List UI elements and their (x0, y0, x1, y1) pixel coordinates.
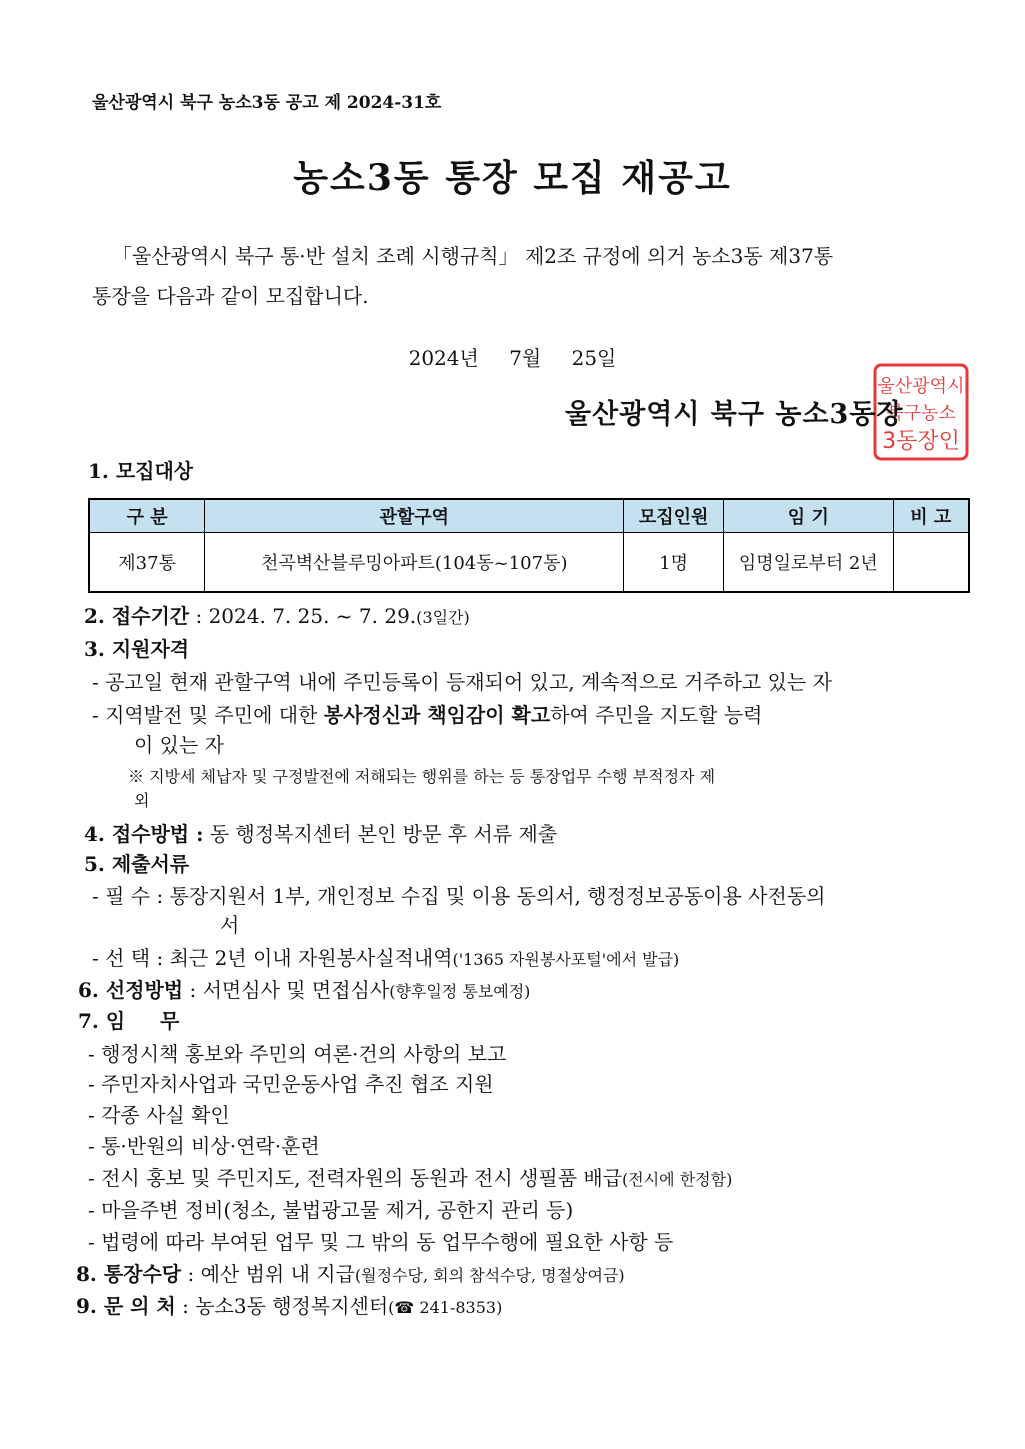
section5-optional (92, 942, 679, 971)
section3-item-2-bold: 봉사정신과 책임감이 확고 (323, 703, 551, 727)
page-title: 농소3동 통장 모집 재공고 (293, 157, 732, 199)
section3-heading: 3. 지원자격 (84, 637, 190, 661)
date-month: 7월 (509, 346, 542, 370)
section6-value: : 서면심사 및 면접심사 (183, 978, 390, 1002)
seal-text-3: 3동장인 (882, 429, 960, 454)
cell-term: 임명일로부터 2년 (724, 533, 894, 593)
section7-item-5-note: (전시에 한정함) (622, 1170, 733, 1189)
section7-item-6: - 마을주변 정비(청소, 불법광고물 제거, 공한지 관리 등) (88, 1198, 574, 1222)
section4 (84, 818, 557, 847)
intro-line-2: 통장을 다음과 같이 모집합니다. (92, 284, 369, 308)
section2-value: : 2024. 7. 25. ~ 7. 29. (189, 604, 417, 628)
section5-optional-note: ('1365 자원봉사포털'에서 발급) (452, 950, 680, 969)
section2-heading: 2. 접수기간 (84, 604, 190, 628)
seal-text-1: 울산광역시 (877, 376, 965, 397)
cell-category: 제37통 (89, 533, 205, 593)
section9-note: (☎ 241-8353) (388, 1298, 503, 1317)
date-day: 25일 (571, 346, 617, 370)
col-header-term: 임 기 (724, 499, 894, 533)
section7-item-5 (88, 1162, 732, 1191)
section1-heading: 1. 모집대상 (88, 459, 194, 483)
section5-required-cont: 서 (220, 913, 240, 937)
section3-item-1: - 공고일 현재 관할구역 내에 주민등록이 등재되어 있고, 계속적으로 거주하고 있는 자 (92, 670, 832, 694)
section3-item-2-cont: 이 있는 자 (134, 733, 224, 757)
issuer-name: 울산광역시 북구 농소3동장 (565, 399, 904, 430)
section9-heading: 9. 문 의 처 (76, 1294, 176, 1318)
col-header-area: 관할구역 (205, 499, 624, 533)
section8 (76, 1258, 625, 1287)
date-year: 2024년 (408, 346, 479, 370)
section3-note: ※ 지방세 체납자 및 구정발전에 저해되는 행위를 하는 등 통장업무 수행 부적정자 제 (128, 767, 716, 786)
intro-paragraph (92, 236, 967, 316)
section9-value: : 농소3동 행정복지센터 (175, 1294, 389, 1318)
section3-item-2-post: 하여 주민을 지도할 능력 (550, 703, 763, 727)
section6 (78, 974, 530, 1003)
section8-value: : 예산 범위 내 지급 (181, 1262, 355, 1286)
section7-item-3: - 각종 사실 확인 (88, 1103, 230, 1127)
section4-value: 동 행정복지센터 본인 방문 후 서류 제출 (203, 822, 558, 846)
section7-item-7: - 법령에 따라 부여된 업무 및 그 밖의 동 업무수행에 필요한 사항 등 (88, 1230, 674, 1254)
section5-required: - 필 수 : 통장지원서 1부, 개인정보 수집 및 이용 동의서, 행정정보공동이용 사전동의 (92, 884, 826, 908)
recruitment-table (88, 498, 970, 593)
section7-heading: 7. 임 무 (78, 1009, 180, 1033)
table-header-row (89, 499, 969, 533)
col-header-headcount: 모집인원 (624, 499, 724, 533)
section2-note: (3일간) (416, 608, 470, 627)
section6-note: (향후일정 통보예정) (389, 982, 531, 1001)
section7-item-1: - 행정시책 홍보와 주민의 여론·건의 사항의 보고 (88, 1042, 507, 1066)
table-row (89, 533, 969, 593)
cell-area: 천곡벽산블루밍아파트(104동~107동) (205, 533, 624, 593)
intro-line-1: 「울산광역시 북구 통·반 설치 조례 시행규칙」 제2조 규정에 의거 농소3동 제37통 (112, 244, 834, 268)
section3-note-cont: 외 (134, 791, 150, 810)
section7-item-2: - 주민자치사업과 국민운동사업 추진 협조 지원 (88, 1072, 494, 1096)
notice-number: 울산광역시 북구 농소3동 공고 제 2024-31호 (92, 93, 442, 113)
section8-note: (월정수당, 회의 참석수당, 명절상여금) (354, 1266, 625, 1285)
section6-heading: 6. 선정방법 (78, 978, 184, 1002)
cell-remarks (893, 533, 969, 593)
section3-item-2-pre: - 지역발전 및 주민에 대한 (92, 703, 324, 727)
col-header-remarks: 비 고 (893, 499, 969, 533)
cell-headcount: 1명 (624, 533, 724, 593)
section7-item-5-text: - 전시 홍보 및 주민지도, 전력자원의 동원과 전시 생필품 배급 (88, 1166, 623, 1190)
section9 (76, 1290, 502, 1319)
section4-heading: 4. 접수방법 : (84, 822, 204, 846)
section5-optional-text: - 선 택 : 최근 2년 이내 자원봉사실적내역 (92, 946, 453, 970)
seal-text-2: 북구농소 (886, 403, 956, 424)
section3-item-2 (92, 699, 762, 728)
section2 (84, 600, 470, 629)
col-header-category: 구 분 (89, 499, 205, 533)
section8-heading: 8. 통장수당 (76, 1262, 182, 1286)
section7-item-4: - 통·반원의 비상·연락·훈련 (88, 1134, 320, 1158)
section5-heading: 5. 제출서류 (84, 852, 190, 876)
